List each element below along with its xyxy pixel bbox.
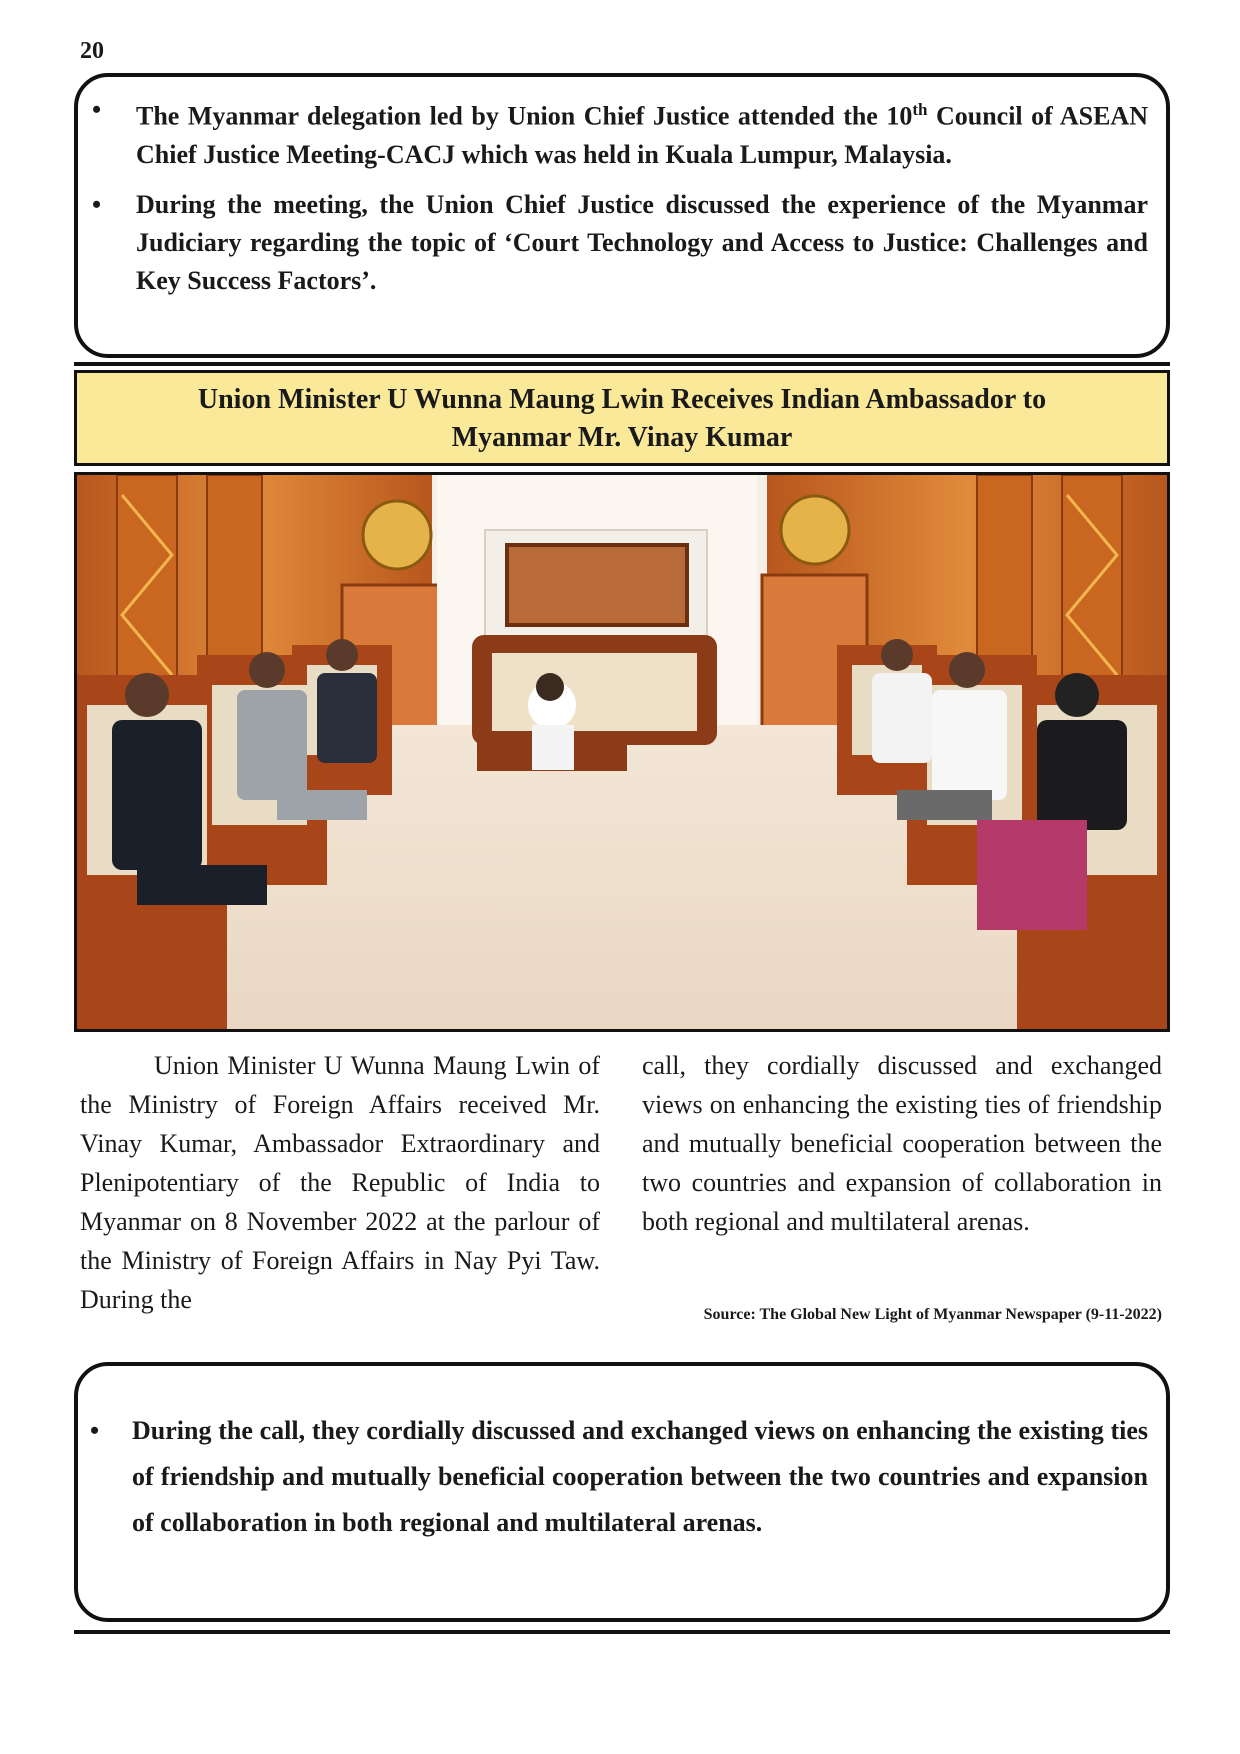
bullet-list [78,1366,1166,1546]
headline-line: Myanmar Mr. Vinay Kumar [451,422,793,453]
bullet-item: • The Myanmar delegation led by Union Chief Justice attended the 10th Council of ASEAN Chief Justice Meeting-CACJ which was held in Kuala Lumpur, Malaysia. [136,91,1148,174]
source-citation: Source: The Global New Light of Myanmar Newspaper (9-11-2022) [703,1306,1162,1323]
superscript: th [912,100,928,119]
summary-box-bottom [74,1362,1170,1622]
article-headline [74,370,1170,466]
bullet-item: • During the call, they cordially discussed and exchanged views on enhancing the existing ties of friendship and mutually beneficial cooperation between the two countries and expansion of collaboration in both regional and multilateral arenas. [132,1408,1148,1546]
bullet-dot-icon: • [90,1416,100,1445]
bullet-list [78,77,1166,300]
article-body-left: Union Minister U Wunna Maung Lwin of the Ministry of Foreign Affairs received Mr. Vinay Kumar, Ambassador Extraordinary and Plenipotentiary of the Republic of India to Myanmar on 8 November 2022 at the parlour of the Ministry of Foreign Affairs in Nay Pyi Taw. During the [80,1051,600,1314]
divider-rule [74,362,1170,366]
page-number: 20 [80,38,104,64]
bullet-item: • During the meeting, the Union Chief Justice discussed the experience of the Myanmar Judiciary regarding the topic of ‘Court Technology and Access to Justice: Challenges and Key Success Factors’. [136,186,1148,300]
bullet-dot-icon: • [92,189,102,219]
bottom-divider-rule [74,1630,1170,1634]
meeting-room-illustration [77,475,1167,1029]
bullet-dot-icon: • [92,95,102,124]
article-photo [74,472,1170,1032]
summary-box-top [74,73,1170,358]
headline-line: Union Minister U Wunna Maung Lwin Receives Indian Ambassador to [197,384,1047,415]
article-body-right: call, they cordially discussed and exchanged views on enhancing the existing ties of friendship and mutually beneficial cooperation between the two countries and expansion of collaboration in both regional and multilateral arenas. [642,1051,1162,1236]
